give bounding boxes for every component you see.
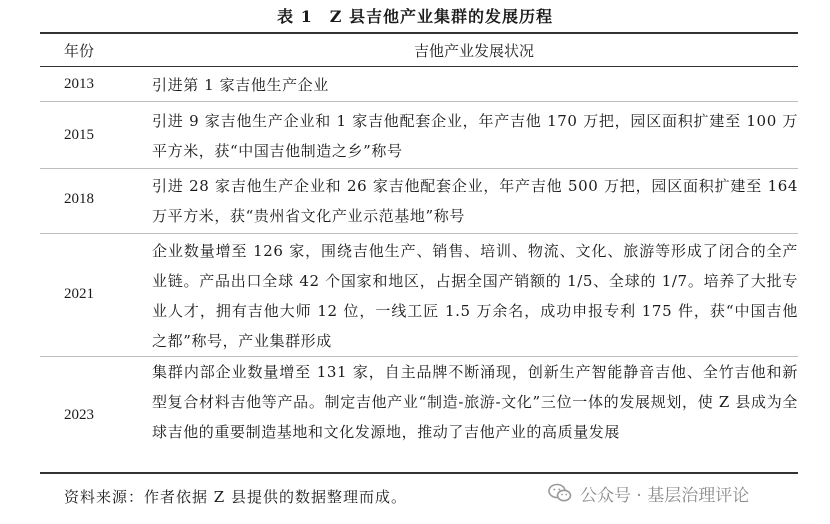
table-row — [40, 236, 798, 356]
table-bottom-rule — [40, 472, 798, 474]
row-year: 2023 — [64, 407, 94, 423]
row-separator — [40, 233, 798, 234]
header-year: 年份 — [64, 42, 95, 60]
row-description: 引进 28 家吉他生产企业和 26 家吉他配套企业，年产吉他 500 万把，园区面积扩建至 164 万平方米，获“贵州省文化产业示范基地”称号 — [152, 177, 798, 225]
table-row — [40, 171, 798, 231]
table-row — [40, 70, 798, 100]
row-description: 引进第 1 家吉他生产企业 — [152, 76, 329, 94]
header-rule — [40, 66, 798, 67]
row-description: 企业数量增至 126 家，围绕吉他生产、销售、培训、物流、文化、旅游等形成了闭合的全产业链。产品出口全球 42 个国家和地区，占据全国产销额的 1/5、全球的 1/7。培养了大批专业人才，拥有吉他大师 12 位，一线工匠 1.5 万余名，成功申报专利 175 件，获“中国吉他之都”称号，产业集群形成 — [152, 242, 798, 350]
row-year: 2015 — [64, 127, 94, 143]
table-row — [40, 357, 798, 475]
header-status: 吉他产业发展状况 — [413, 42, 534, 60]
row-year: 2013 — [64, 76, 94, 92]
wechat-icon — [548, 483, 572, 503]
table-source-note: 资料来源：作者依据 Z 县提供的数据整理而成。 — [64, 488, 407, 506]
row-separator — [40, 101, 798, 102]
row-year: 2021 — [64, 286, 94, 302]
row-description: 集群内部企业数量增至 131 家，自主品牌不断涌现，创新生产智能静音吉他、全竹吉他和新型复合材料吉他等产品。制定吉他产业“制造-旅游-文化”三位一体的发展规划，使 Z 县成为全球吉他的重要制造基地和文化发源地，推动了吉他产业的高质量发展 — [152, 363, 798, 441]
table-row — [40, 106, 798, 166]
row-separator — [40, 168, 798, 169]
watermark-text: 公众号 · 基层治理评论 — [580, 485, 750, 506]
table-top-rule — [40, 32, 798, 34]
watermark — [548, 476, 749, 510]
table-caption: 表 1 Z 县吉他产业集群的发展历程 — [277, 7, 553, 26]
row-description: 引进 9 家吉他生产企业和 1 家吉他配套企业，年产吉他 170 万把，园区面积扩建至 100 万平方米，获“中国吉他制造之乡”称号 — [152, 112, 798, 160]
row-year: 2018 — [64, 191, 94, 207]
